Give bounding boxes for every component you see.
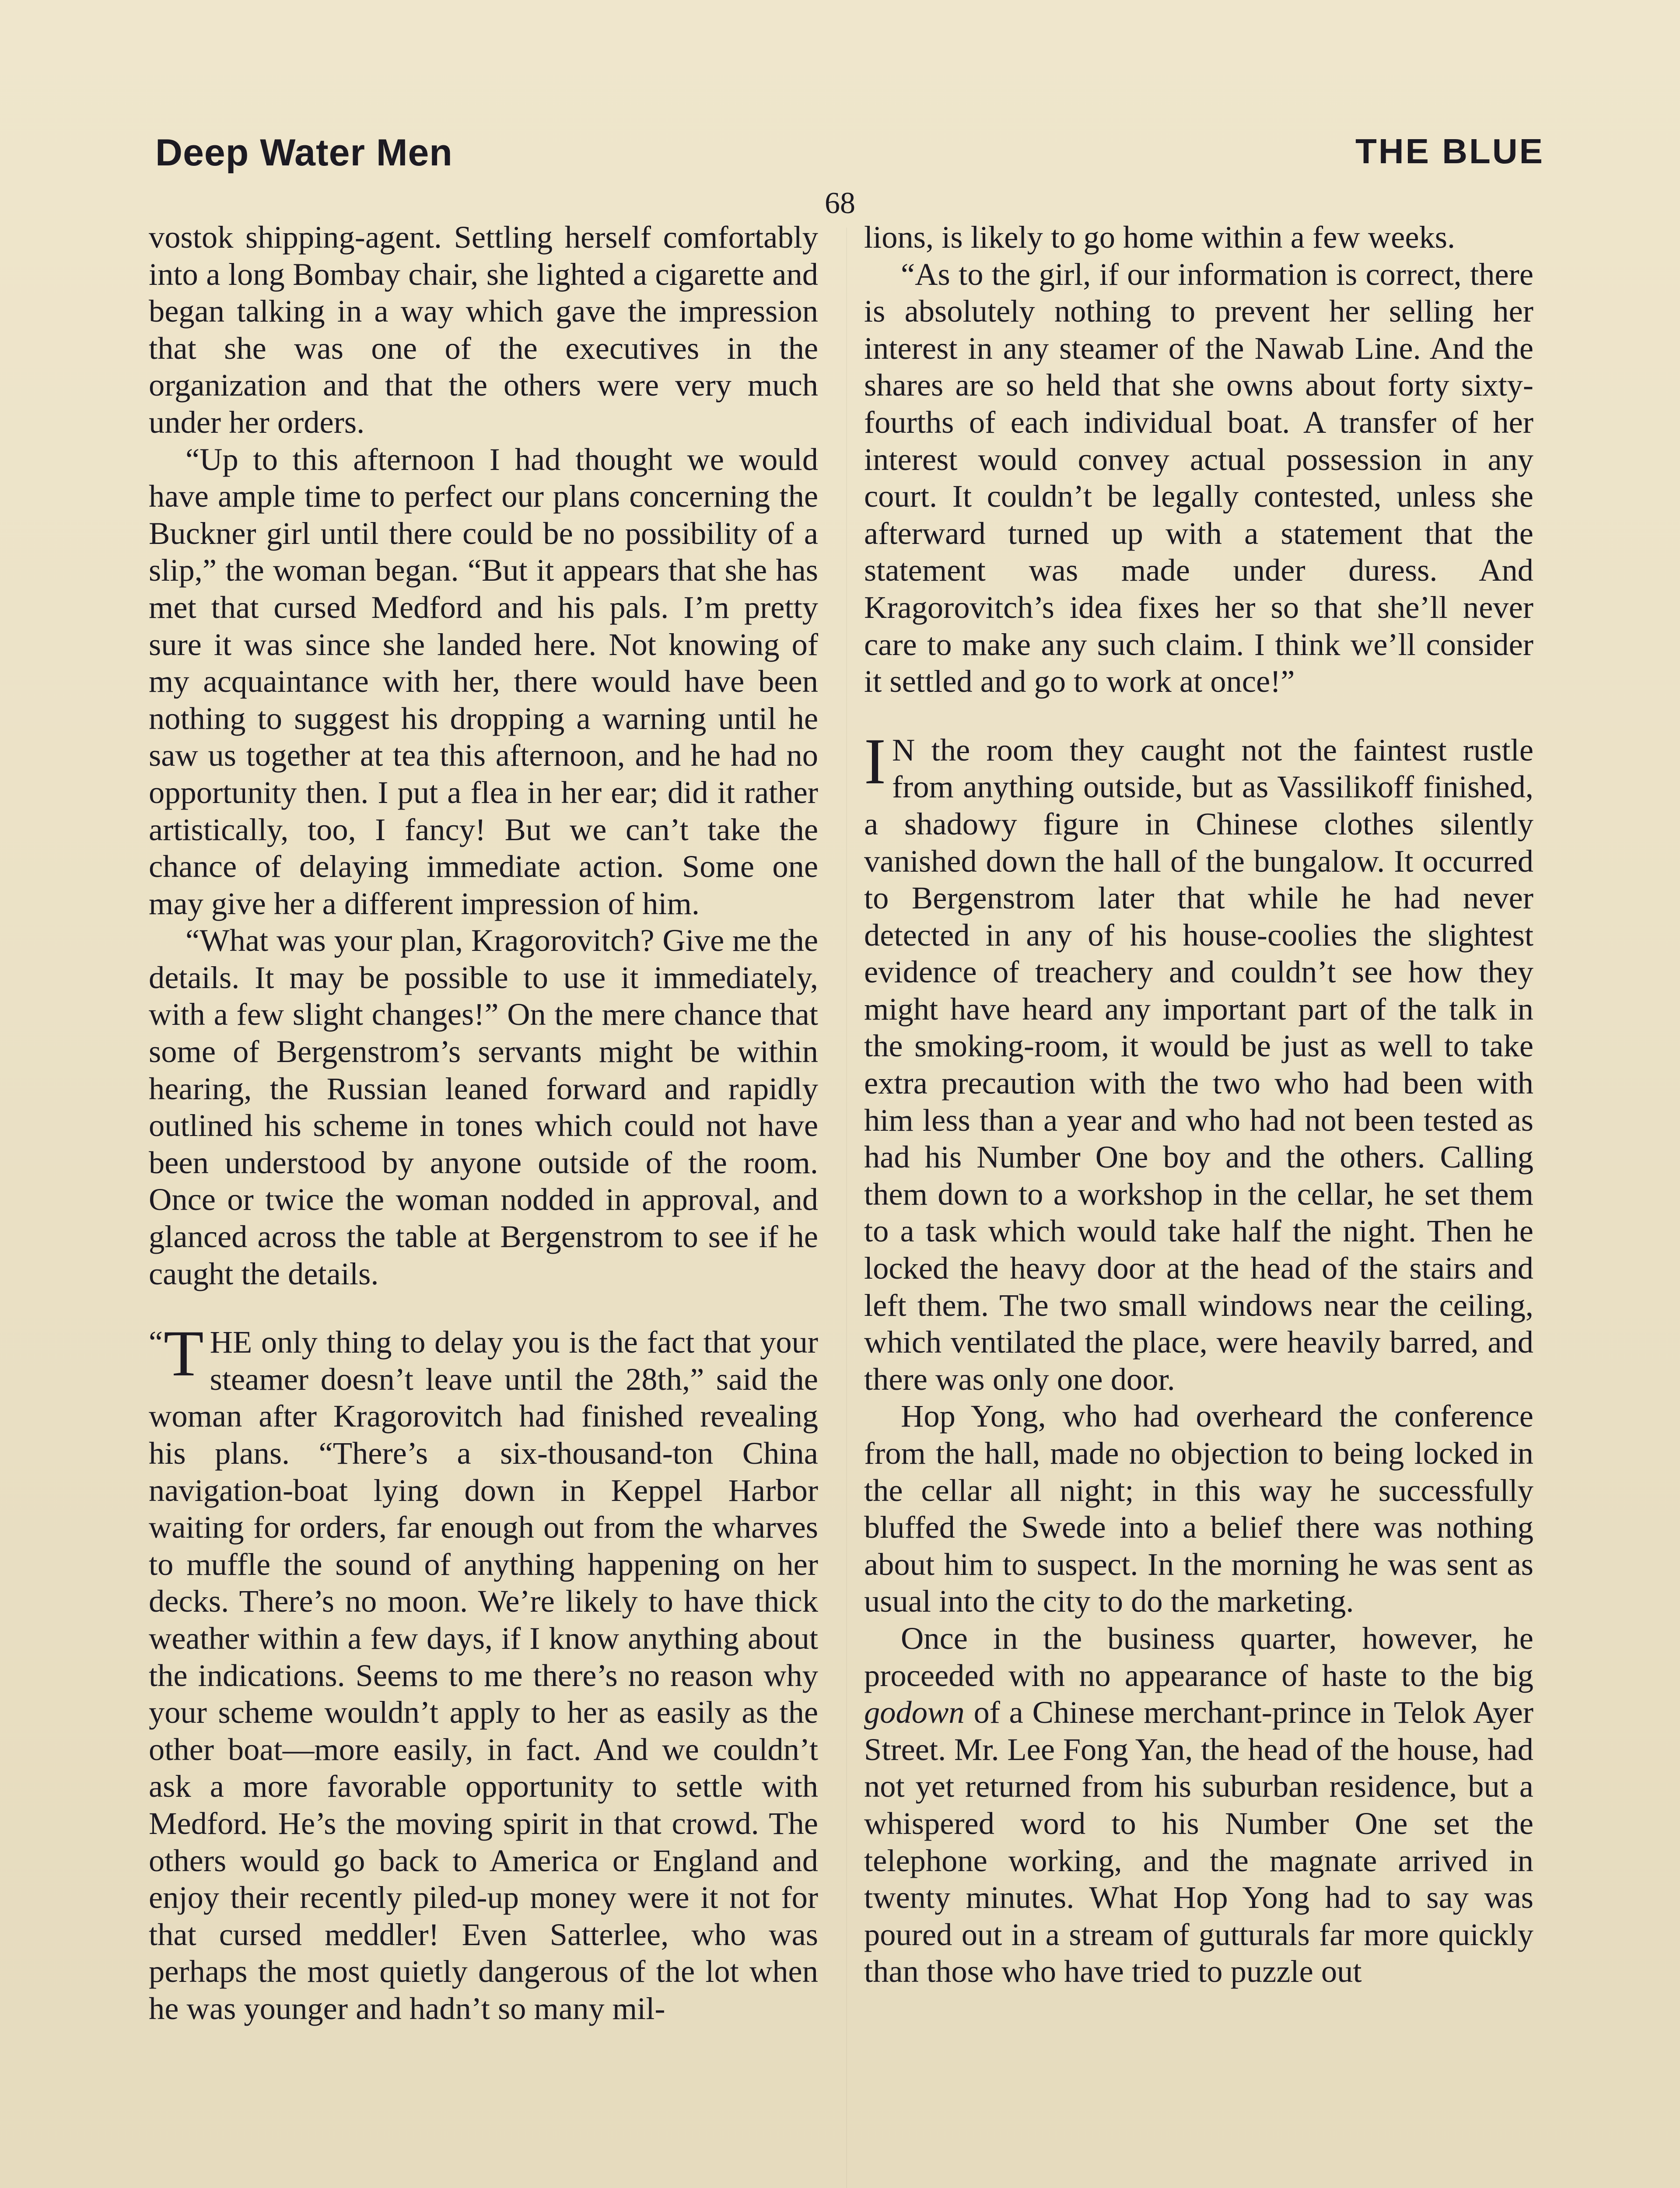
paragraph: “What was your plan, Kragorovitch? Give me the details. It may be possible to use it immediately, with a few slight changes!” On the mere chance that some of Bergenstrom’s servants might be within hearing, the Russian leaned forward and rapidly outlined his scheme in tones which could not have been understood by anyone outside of the room. Once or twice the woman nodded in approval, and glanced across the table at Bergenstrom to see if he caught the details. [149, 922, 818, 1291]
story-title: Deep Water Men [155, 132, 453, 174]
drop-cap: I [864, 725, 886, 798]
italic-term: godown [864, 1694, 965, 1730]
magazine-title: THE BLUE [1355, 132, 1544, 171]
drop-cap: T [163, 1317, 204, 1390]
opening-quote: “ [149, 1325, 163, 1360]
left-column [149, 219, 818, 2027]
section-paragraph [149, 1317, 818, 2027]
running-head [155, 131, 1544, 184]
paragraph-text: HE only thing to delay you is the fact that your steamer doesn’t leave until the 28th,” said the woman after Kragorovitch had finished revealing his plans. “There’s a six-thousand-ton China navigation-boat lying down in Keppel Harbor waiting for orders, far enough out from the wharves to muffle the sound of anything happening on her decks. There’s no moon. We’re likely to have thick weather within a few days, if I know anything about the indications. Seems to me there’s no reason why your scheme wouldn’t apply to her as easily as the other boat—more easily, in fact. And we couldn’t ask a more favorable opportunity to settle with Medford. He’s the moving spirit in that crowd. The others would go back to America or England and enjoy their recently piled-up money were it not for that cursed meddler! Even Satterlee, who was perhaps the most quietly dangerous of the lot when he was younger and hadn’t so many mil- [149, 1324, 818, 2026]
paragraph: Hop Yong, who had overheard the conference from the hall, made no objection to being locked in the cellar all night; in this way he successfully bluffed the Swede into a belief there was nothing about him to suspect. In the morning he was sent as usual into the city to do the marketing. [864, 1398, 1533, 1619]
paragraph-text: N the room they caught not the faintest rustle from anything outside, but as Vassilikoff finished, a shadowy figure in Chinese clothes silently vanished down the hall of the bungalow. It occurred to Bergenstrom later that while he had never detected in any of his house-coolies the slightest evidence of treachery and couldn’t see how they might have heard any important part of the talk in the smoking-room, it would be just as well to take extra precaution with the two who had been with him less than a year and who had not been tested as had his Number One boy and the others. Calling them down to a workshop in the cellar, he set them to a task which would take half the night. Then he locked the heavy door at the head of the stairs and left them. The two small windows near the ceiling, which ventilated the place, were heavily barred, and there was only one door. [864, 732, 1533, 1397]
page-number: 68 [825, 186, 855, 220]
section-paragraph [864, 725, 1533, 1398]
paragraph: “Up to this afternoon I had thought we would have ample time to perfect our plans concerning the Buckner girl until there could be no possibility of a slip,” the woman began. “But it appears that she has met that cursed Medford and his pals. I’m pretty sure it was since she landed here. Not knowing of my acquaintance with her, there would have been nothing to suggest his dropping a warning until he saw us together at tea this afternoon, and he had no opportunity then. I put a flea in her ear; did it rather artistically, too, I fancy! But we can’t take the chance of delaying immediate action. Some one may give her a different impression of him. [149, 441, 818, 921]
paragraph: vostok shipping-agent. Settling herself comfortably into a long Bombay chair, she lighted a cigarette and began talking in a way which gave the impression that she was one of the executives in the organization and that the others were very much under her orders. [149, 219, 818, 440]
paragraph: lions, is likely to go home within a few weeks. [864, 219, 1456, 255]
paragraph: “As to the girl, if our information is correct, there is absolutely nothing to prevent her selling her interest in any steamer of the Nawab Line. And the shares are so held that she owns about forty sixty-fourths of each individual boat. A transfer of her interest would convey actual possession in any court. It couldn’t be legally contested, unless she afterward turned up with a statement that the statement was made under duress. And Kragorovitch’s idea fixes her so that she’ll never care to make any such claim. I think we’ll consider it settled and go to work at once!” [864, 256, 1533, 699]
paragraph-text: Once in the business quarter, however, he proceeded with no appearance of haste to the big [864, 1620, 1533, 1693]
right-column [864, 219, 1533, 1990]
paragraph-text: of a Chinese merchant-prince in Telok Ayer Street. Mr. Lee Fong Yan, the head of the house, had not yet returned from his suburban residence, but a whispered word to his Number One set the telephone working, and the magnate arrived in twenty minutes. What Hop Yong had to say was poured out in a stream of gutturals far more quickly than those who have tried to puzzle out [864, 1694, 1533, 1989]
column-gutter [846, 228, 847, 2188]
paragraph [864, 1620, 1533, 1990]
